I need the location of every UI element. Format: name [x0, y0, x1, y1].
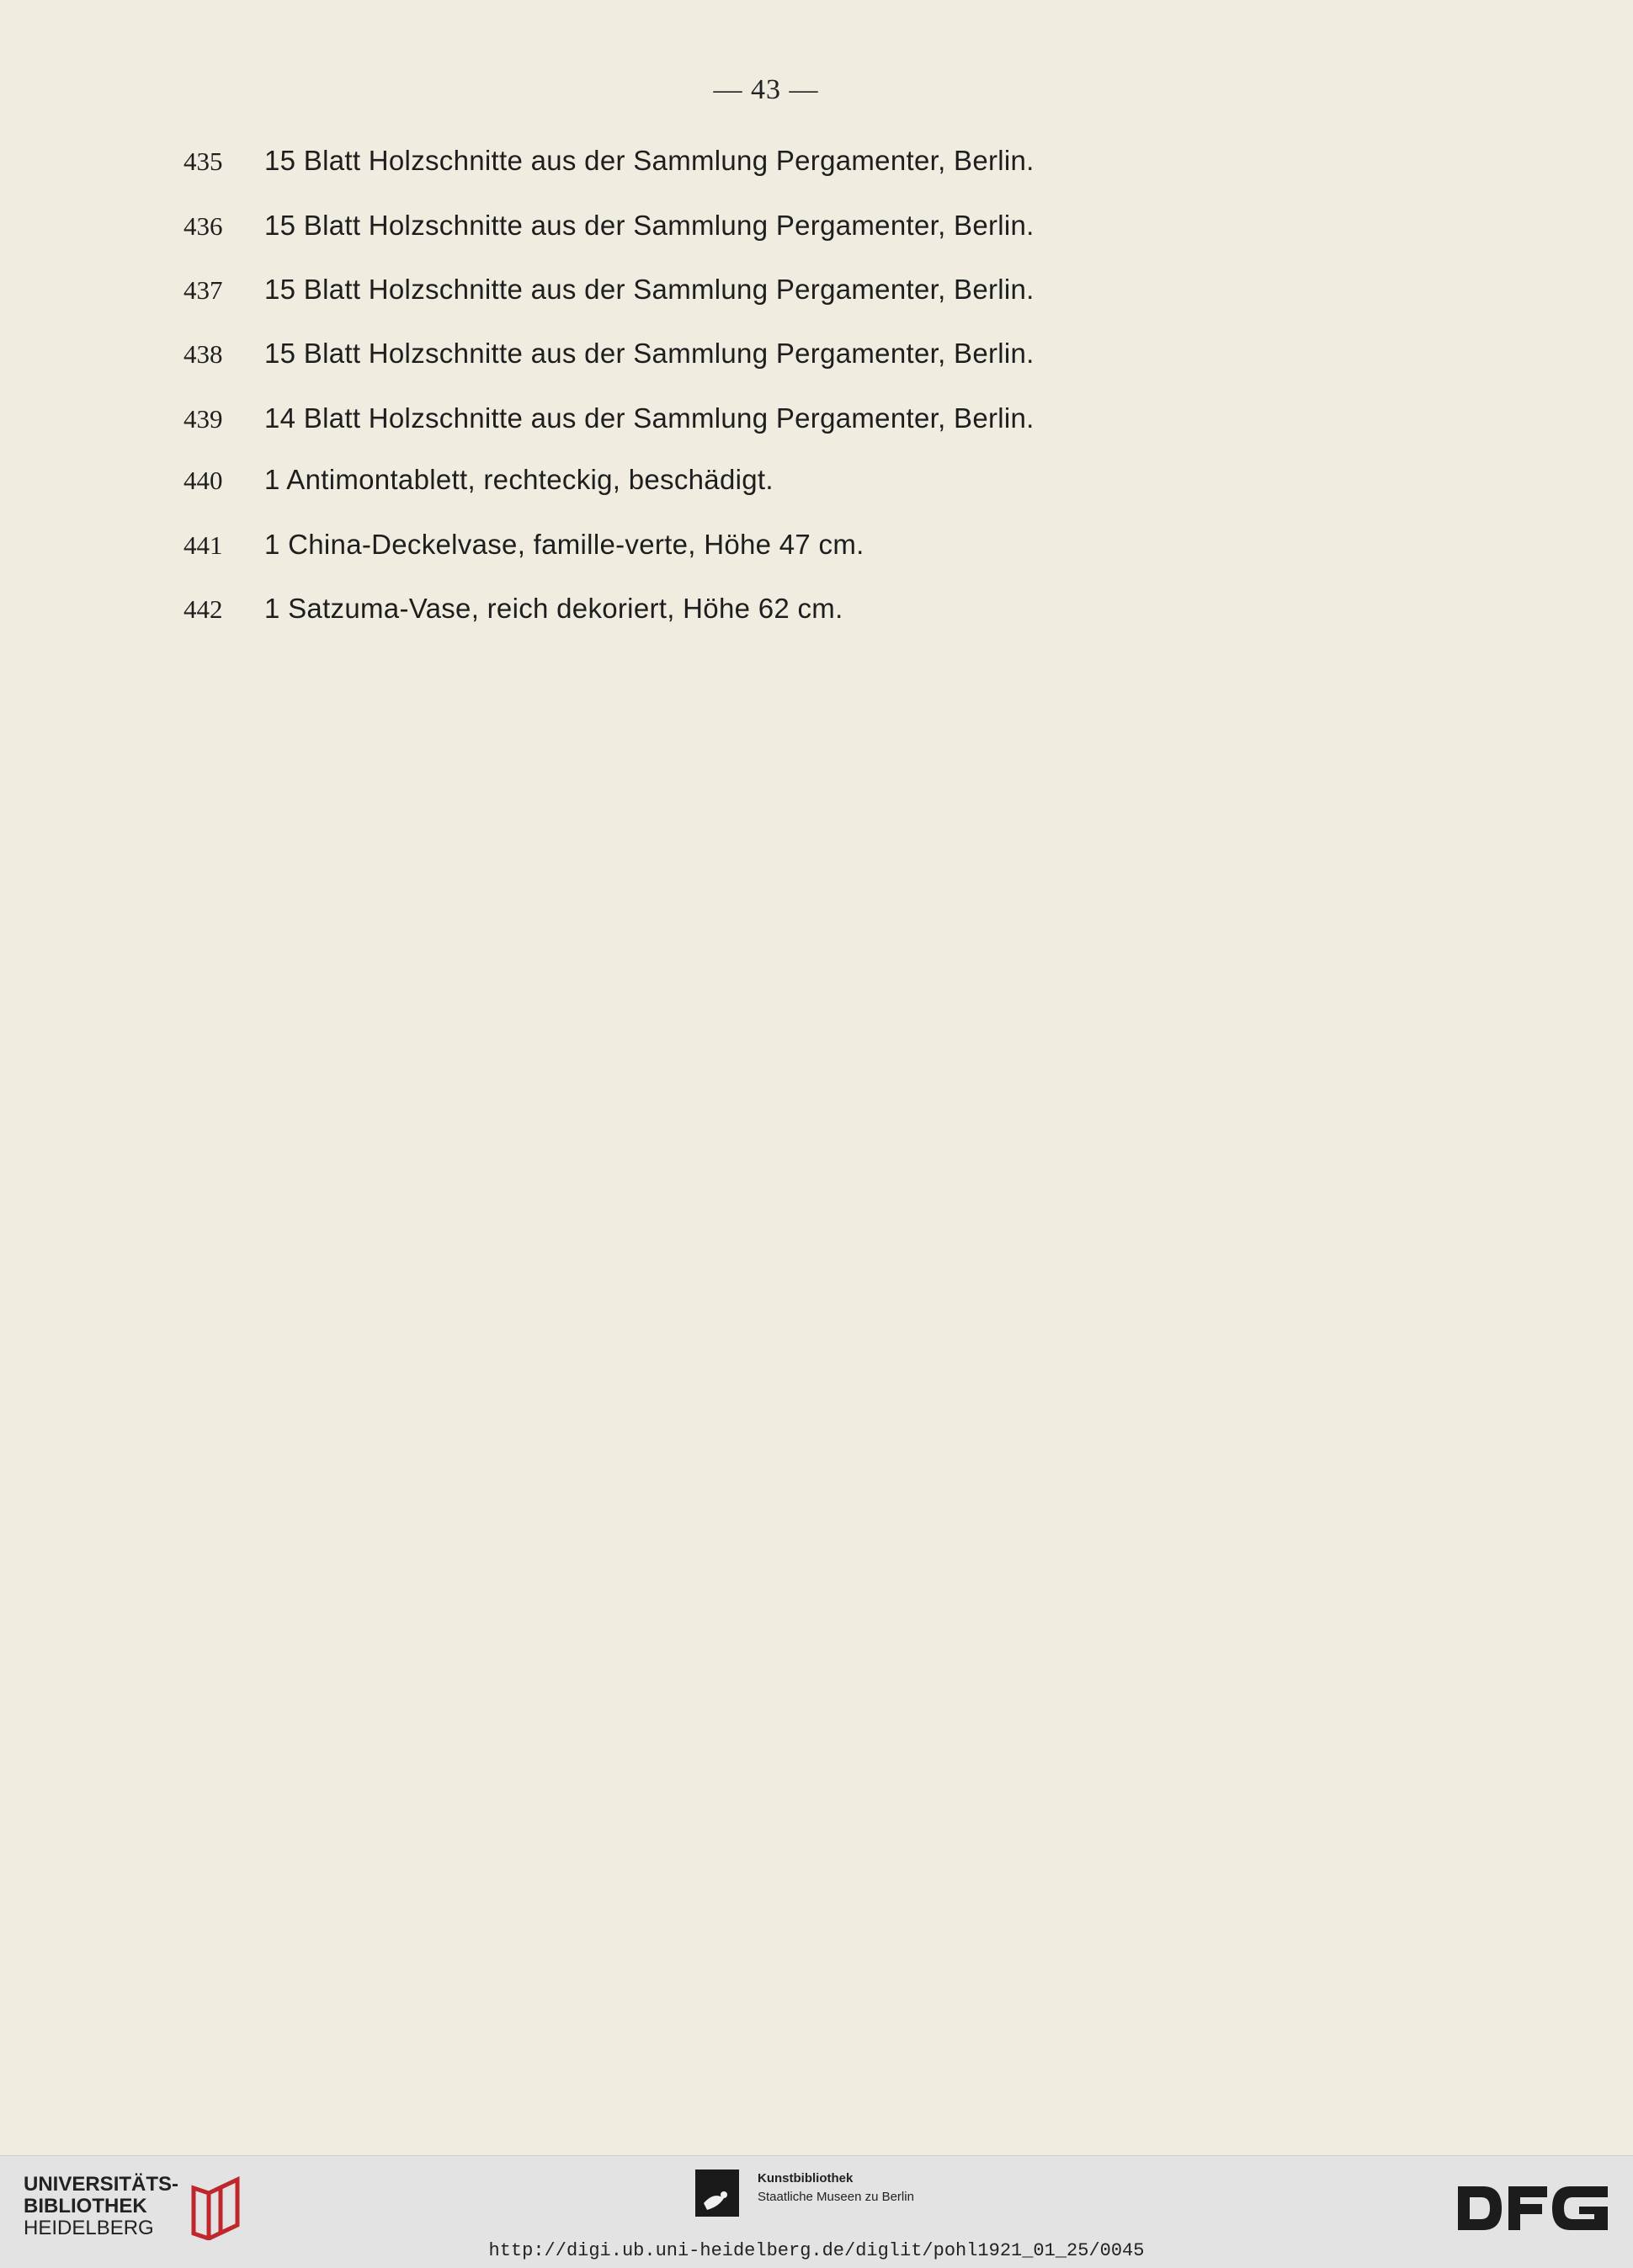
entry-text: 1 Antimontablett, rechteckig, beschädigt.	[264, 464, 774, 495]
entry-number: 435	[184, 146, 223, 176]
entry-text: 14 Blatt Holzschnitte aus der Sammlung Pergamenter, Berlin.	[264, 402, 1035, 434]
catalog-entry	[184, 338, 1035, 380]
ub-emblem-icon	[187, 2173, 246, 2240]
entry-number: 441	[184, 530, 223, 560]
entry-number: 440	[184, 466, 223, 495]
catalog-entry	[184, 402, 1035, 445]
ub-logo-line2: BIBLIOTHEK	[24, 2195, 147, 2217]
kunstbibliothek-emblem-icon	[695, 2170, 739, 2217]
ub-logo-line1: UNIVERSITÄTS-	[24, 2173, 179, 2196]
viewer-footer	[0, 2155, 1633, 2268]
page-number: — 43 —	[713, 74, 819, 105]
kunstbibliothek-logo[interactable]	[695, 2170, 914, 2217]
entry-number: 436	[184, 211, 223, 241]
permalink-url[interactable]: http://digi.ub.uni-heidelberg.de/diglit/pohl1921_01_25/0045	[488, 2240, 1145, 2261]
catalog-entry	[184, 593, 843, 635]
ub-logo-line3: HEIDELBERG	[24, 2217, 154, 2239]
catalog-entry	[184, 464, 774, 506]
catalog-entry	[184, 529, 864, 571]
catalog-entry	[184, 210, 1035, 252]
ub-heidelberg-logo[interactable]	[24, 2173, 246, 2240]
entry-text: 1 Satzuma-Vase, reich dekoriert, Höhe 62 cm.	[264, 593, 843, 624]
entry-number: 439	[184, 404, 223, 434]
catalog-entry	[184, 274, 1035, 316]
entry-number: 442	[184, 594, 223, 624]
entry-number: 437	[184, 275, 223, 305]
dfg-logo[interactable]	[1455, 2175, 1611, 2242]
entry-text: 15 Blatt Holzschnitte aus der Sammlung Pergamenter, Berlin.	[264, 274, 1035, 305]
kb-logo-line2: Staatliche Museen zu Berlin	[758, 2190, 914, 2204]
entry-text: 15 Blatt Holzschnitte aus der Sammlung Pergamenter, Berlin.	[264, 338, 1035, 369]
kb-logo-line1: Kunstbibliothek	[758, 2171, 854, 2185]
catalog-entry	[184, 145, 1035, 187]
entry-number: 438	[184, 339, 223, 369]
entry-text: 1 China-Deckelvase, famille-verte, Höhe 47 cm.	[264, 529, 864, 560]
entry-text: 15 Blatt Holzschnitte aus der Sammlung Pergamenter, Berlin.	[264, 145, 1035, 176]
entry-text: 15 Blatt Holzschnitte aus der Sammlung Pergamenter, Berlin.	[264, 210, 1035, 241]
